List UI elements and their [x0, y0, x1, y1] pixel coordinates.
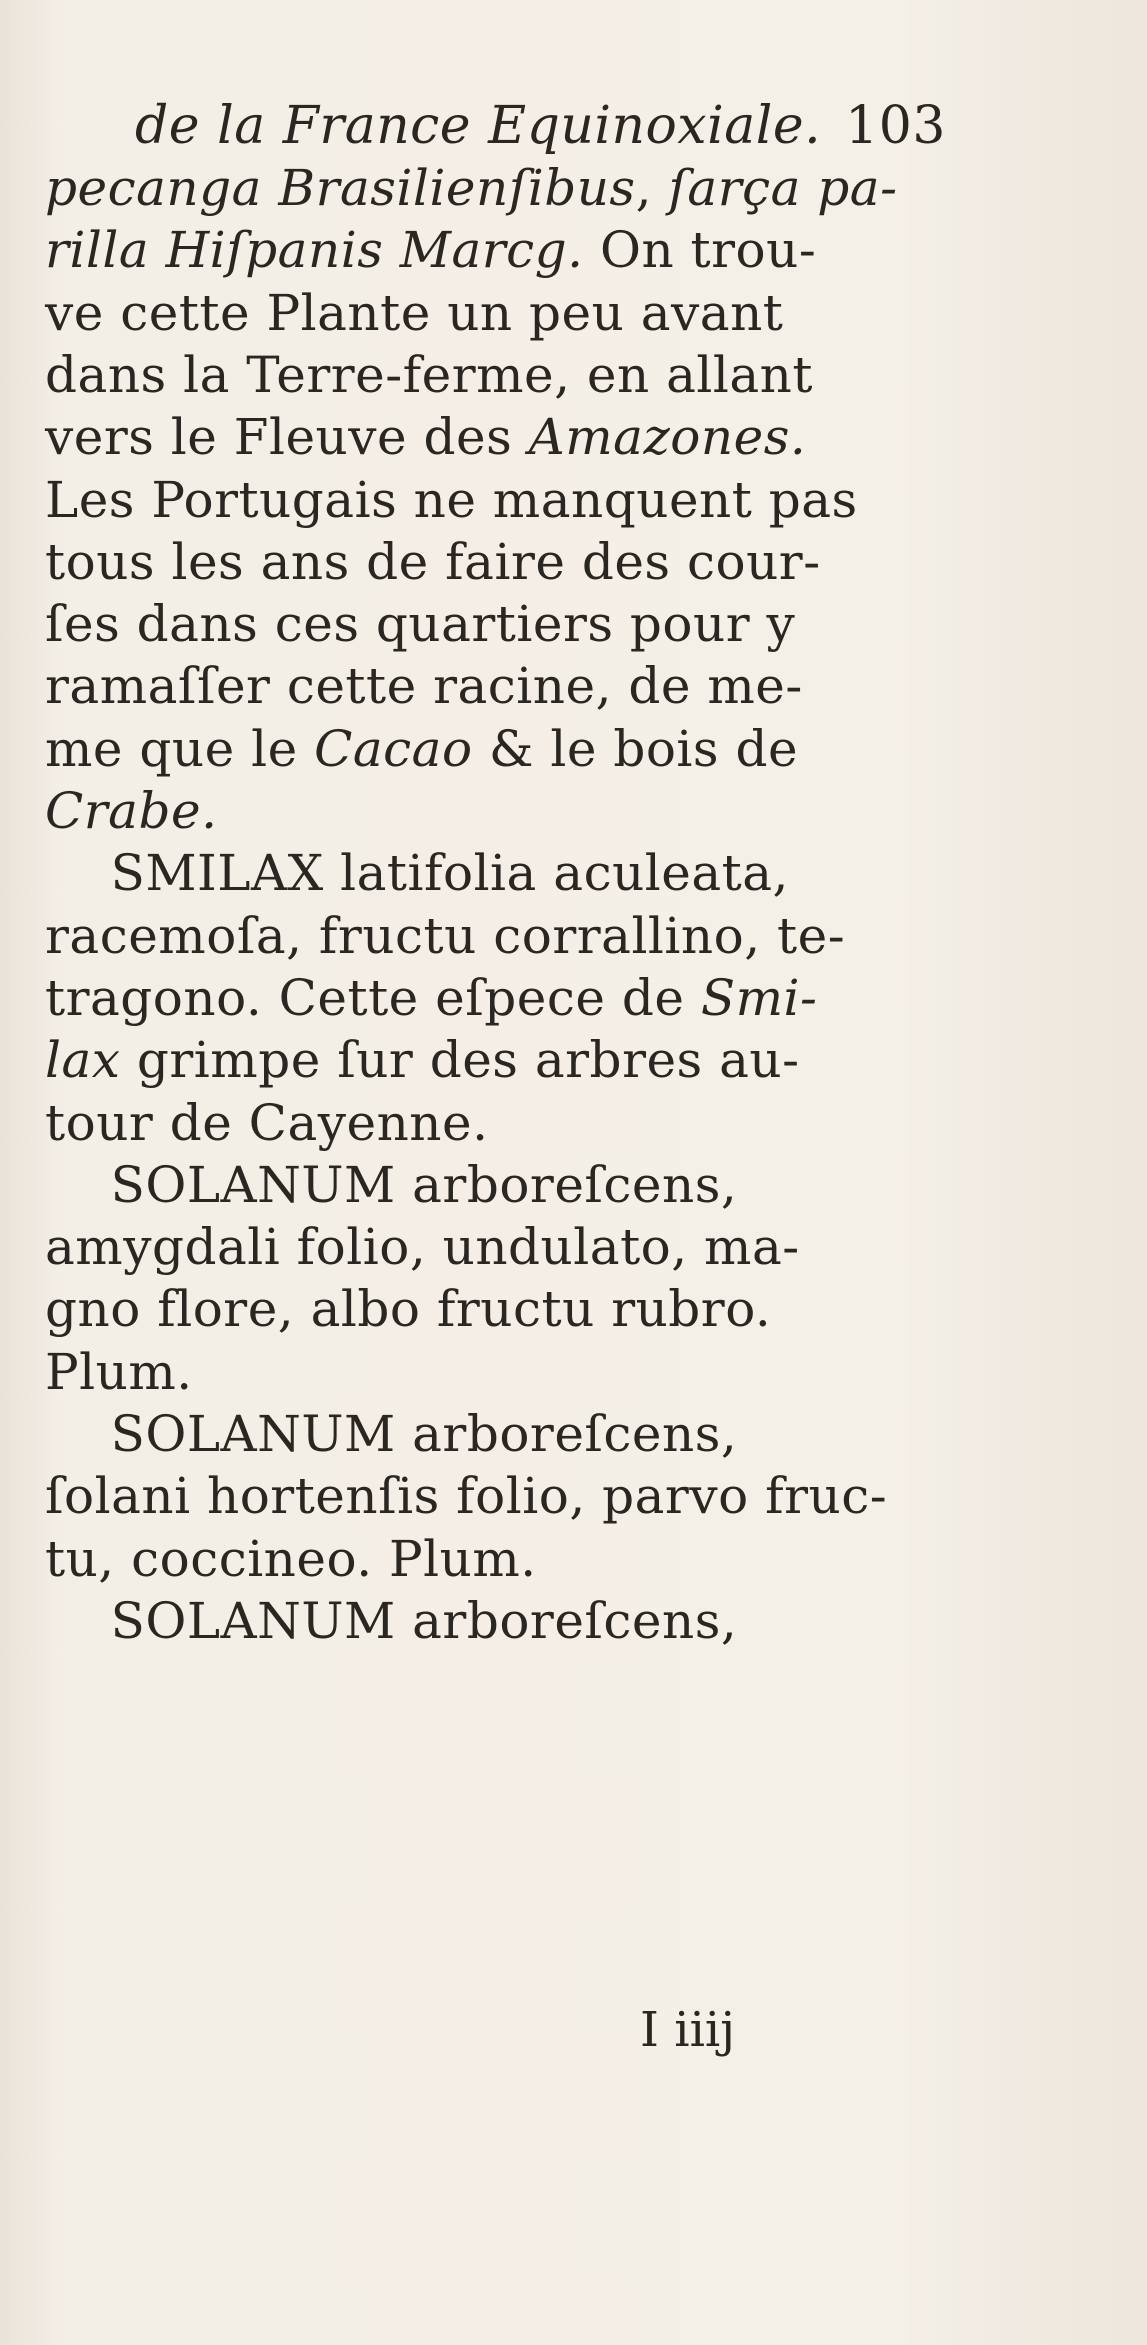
- text-line: [45, 469, 858, 531]
- text-line: [45, 780, 217, 842]
- italic-text: lax: [45, 1031, 121, 1090]
- roman-text: SOLANUM arboreſcens,: [45, 1155, 738, 1214]
- roman-text: SMILAX latifolia aculeata,: [45, 844, 789, 903]
- roman-text: On trou-: [583, 221, 817, 280]
- text-line: [45, 1528, 537, 1590]
- italic-text: pecanga Brasilienſibus: [45, 159, 636, 217]
- roman-text: tragono. Cette eſpece de: [45, 968, 701, 1027]
- text-line: [45, 593, 795, 655]
- roman-text: amygdali folio, undulato, ma-: [45, 1218, 800, 1277]
- running-head: [135, 95, 946, 157]
- text-line: [45, 1216, 800, 1278]
- italic-text: ſarça pa-: [668, 159, 898, 217]
- roman-text: tous les ans de faire des cour-: [45, 532, 821, 591]
- text-line: [45, 344, 813, 406]
- roman-text: Les Portugais ne manquent pas: [45, 470, 858, 529]
- text-line: [45, 219, 816, 281]
- roman-text: ſes dans ces quartiers pour y: [45, 595, 796, 654]
- text-line: [45, 905, 845, 967]
- text-line: [45, 1465, 887, 1527]
- roman-text: SOLANUM arboreſcens,: [45, 1405, 738, 1463]
- text-line: [45, 1590, 737, 1652]
- roman-text: ve cette Plante un peu avant: [45, 283, 784, 342]
- text-line: [45, 842, 789, 904]
- text-line: [45, 1278, 771, 1340]
- text-line: [45, 1341, 193, 1403]
- text-line: [45, 157, 898, 219]
- roman-text: racemoſa, fructu corrallino, te-: [45, 906, 846, 965]
- roman-text: ,: [635, 159, 669, 217]
- text-line: [45, 282, 783, 344]
- running-head-title: de la France Equinoxiale.: [135, 96, 822, 156]
- text-line: [45, 655, 803, 717]
- roman-text: ramaſſer cette racine, de me-: [45, 657, 803, 716]
- roman-text: tour de Cayenne.: [45, 1093, 489, 1152]
- roman-text: & le bois de: [472, 719, 799, 778]
- roman-text: tu, coccineo. Plum.: [45, 1529, 537, 1588]
- roman-text: gno flore, albo fructu rubro.: [45, 1280, 772, 1339]
- roman-text: me que le: [45, 719, 315, 778]
- roman-text: vers le Fleuve des: [45, 408, 529, 467]
- roman-text: grimpe ſur des arbres au-: [120, 1031, 800, 1090]
- page-number: 103: [845, 96, 946, 156]
- italic-text: Amazones.: [528, 408, 807, 467]
- italic-text: rilla Hiſpanis Marcg.: [45, 221, 584, 280]
- text-line: [45, 531, 821, 593]
- text-line: [45, 406, 806, 468]
- text-line: [45, 718, 798, 780]
- roman-text: dans la Terre-ferme, en allant: [45, 345, 813, 404]
- text-line: [45, 1403, 737, 1465]
- signature-mark: I iiij: [640, 2002, 736, 2058]
- text-line: [45, 967, 817, 1029]
- roman-text: ſolani hortenſis folio, parvo fruc-: [45, 1467, 888, 1526]
- roman-text: SOLANUM arboreſcens,: [45, 1591, 738, 1650]
- roman-text: Plum.: [45, 1342, 193, 1401]
- italic-text: Crabe.: [45, 782, 218, 840]
- text-line: [45, 1092, 488, 1154]
- text-line: [45, 1154, 737, 1216]
- text-line: [45, 1029, 800, 1091]
- italic-text: Smi-: [700, 968, 818, 1027]
- italic-text: Cacao: [314, 719, 473, 778]
